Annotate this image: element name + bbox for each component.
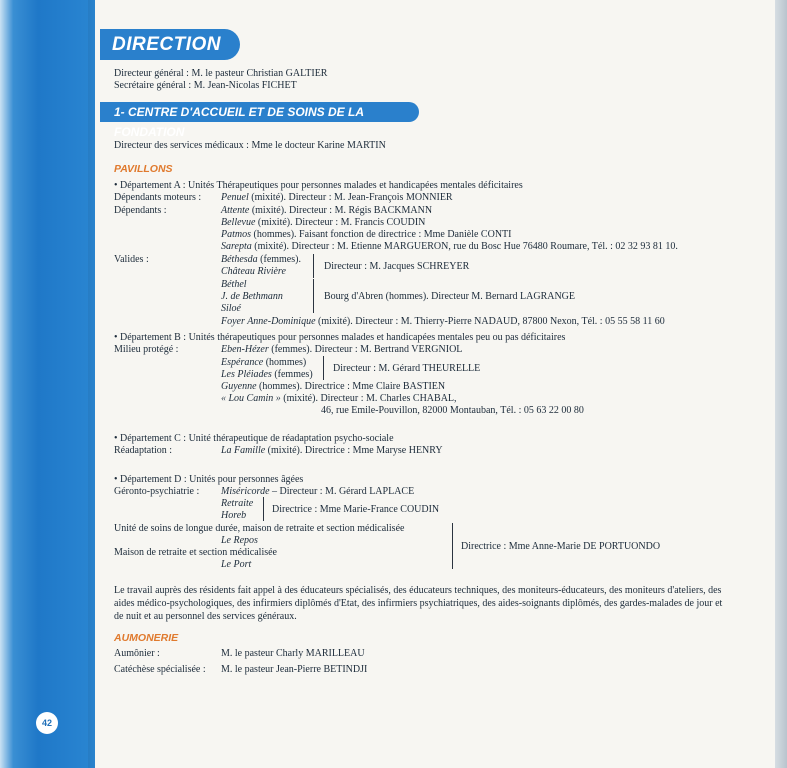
dg-line [114,68,327,80]
camin-entry: « Lou Camin » (mixité). Directeur : M. Charles CHABAL, [221,393,457,404]
attente-name: Attente [221,205,250,216]
bellevue-name: Bellevue [221,217,256,228]
esperance-entry: Espérance (hommes) [221,357,307,368]
dg-label: Directeur général : [114,68,189,79]
valides-label: Valides : [114,254,149,265]
sg-name: M. Jean-Nicolas FICHET [193,80,297,91]
aumonerie-heading: AUMONERIE [114,632,179,644]
guyenne-entry: Guyenne (hommes). Directrice : Mme Claire BASTIEN [221,381,446,392]
patmos-name: Patmos [221,229,251,240]
famille-name: La Famille [221,445,266,456]
group1-director: Directeur : M. Jacques SCHREYER [324,261,470,272]
deptB-title: • Département B : Unités thérapeutiques pour personnes malades et handicapées mentales peu ou pas déficitaires [114,332,566,343]
section1-banner: 1- CENTRE D'ACCUEIL ET DE SOINS DE LA FONDATION [100,102,419,122]
misericorde-name: Miséricorde [221,486,270,497]
pleiades-name: Les Pléiades [221,369,272,380]
famille-entry: La Famille (mixité). Directrice : Mme Maryse HENRY [221,445,443,456]
eben-entry: Eben-Hézer (femmes). Directeur : M. Bertrand VERGNIOL [221,344,463,355]
group4-director: Directrice : Mme Marie-France COUDIN [272,504,440,515]
staff-paragraph: Le travail auprès des résidents fait appel à des éducateurs spécialisés, des éducateurs techniques, des moniteurs-éducateurs, des moniteurs d'ateliers, des aides médico-psychologiques, des infirmiers diplômés d'Etat, des infirmiers psychiatriques, des aides-soignants diplômés, des gardes-malades de jour et de nuit et au personnel des services généraux. [114,585,723,622]
horeb-entry: Horeb [221,510,247,521]
group2-bracket [313,279,314,313]
repos-entry: Le Repos [221,535,258,546]
usld-line: Unité de soins de longue durée, maison de retraite et section médicalisée [114,523,405,534]
aumonier-label: Aumônier : [114,648,160,659]
mr-line: Maison de retraite et section médicalisée [114,547,277,558]
group3-bracket [323,356,324,380]
milieu-label: Milieu protégé : [114,344,179,355]
pleiades-entry: Les Pléiades (femmes) [221,369,313,380]
pavillons-heading: PAVILLONS [114,163,173,175]
penuel-entry: Penuel (mixité). Directeur : M. Jean-François MONNIER [221,192,453,203]
guyenne-name: Guyenne [221,381,257,392]
eben-name: Eben-Hézer [221,344,269,355]
catechese-name: M. le pasteur Jean-Pierre BETINDJI [221,664,368,675]
deptA-title: • Département A : Unités Thérapeutiques pour personnes malades et handicapées mentales déficitaires [114,180,523,191]
readaptation-label: Réadaptation : [114,445,173,456]
direction-banner: DIRECTION [100,29,240,60]
group2-director: Bourg d'Abren (hommes). Directeur M. Bernard LAGRANGE [324,291,576,302]
sg-label: Secrétaire général : [114,80,192,91]
penuel-name: Penuel [221,192,249,203]
patmos-entry: Patmos (hommes). Faisant fonction de directrice : Mme Danièle CONTI [221,229,512,240]
medical-director: Directeur des services médicaux : Mme le docteur Karine MARTIN [114,140,386,151]
bethmann-entry: J. de Bethmann [221,291,283,302]
group5-bracket [452,523,453,569]
foyer-entry: Foyer Anne-Dominique (mixité). Directeur : M. Thierry-Pierre NADAUD, 87800 Nexon, Tél. : 05 55 58 11 60 [221,316,665,327]
bellevue-entry: Bellevue (mixité). Directeur : M. Francis COUDIN [221,217,426,228]
deptD-title: • Département D : Unités pour personnes âgées [114,474,304,485]
dg-name: M. le pasteur Christian GALTIER [191,68,328,79]
bethesda-entry: Béthesda (femmes). [221,254,301,265]
geronto-label: Géronto-psychiatrie : [114,486,200,497]
retraite-entry: Retraite [221,498,254,509]
misericorde-entry: Miséricorde – Directeur : M. Gérard LAPLACE [221,486,415,497]
sarepta-entry: Sarepta (mixité). Directeur : M. Etienne MARGUERON, rue du Bosc Hue 76480 Roumare, Tél. : 02 32 93 81 10. [221,241,678,252]
chateau-entry: Château Rivière [221,266,286,277]
bethel-entry: Béthel [221,279,247,290]
deptC-title: • Département C : Unité thérapeutique de réadaptation psycho-sociale [114,433,394,444]
camin-address: 46, rue Emile-Pouvillon, 82000 Montauban, Tél. : 05 63 22 00 80 [321,405,584,416]
sarepta-name: Sarepta [221,241,252,252]
left-blue-strip [0,0,95,768]
camin-name: « Lou Camin » [221,393,281,404]
dep-moteurs-label: Dépendants moteurs : [114,192,202,203]
page-edge [775,0,787,768]
port-entry: Le Port [221,559,252,570]
page-number: 42 [36,712,58,734]
aumonier-name: M. le pasteur Charly MARILLEAU [221,648,365,659]
esperance-name: Espérance [221,357,264,368]
bethesda-name: Béthesda [221,254,258,265]
siloe-entry: Siloé [221,303,241,314]
catechese-label: Catéchèse spécialisée : [114,664,206,675]
group5-director: Directrice : Mme Anne-Marie DE PORTUONDO [461,541,661,552]
attente-entry: Attente (mixité). Directeur : M. Régis BACKMANN [221,205,433,216]
group3-director: Directeur : M. Gérard THEURELLE [333,363,481,374]
foyer-name: Foyer Anne-Dominique [221,316,316,327]
sg-line [114,80,297,92]
group1-bracket [313,254,314,278]
dependants-label: Dépendants : [114,205,167,216]
group4-bracket [263,497,264,521]
